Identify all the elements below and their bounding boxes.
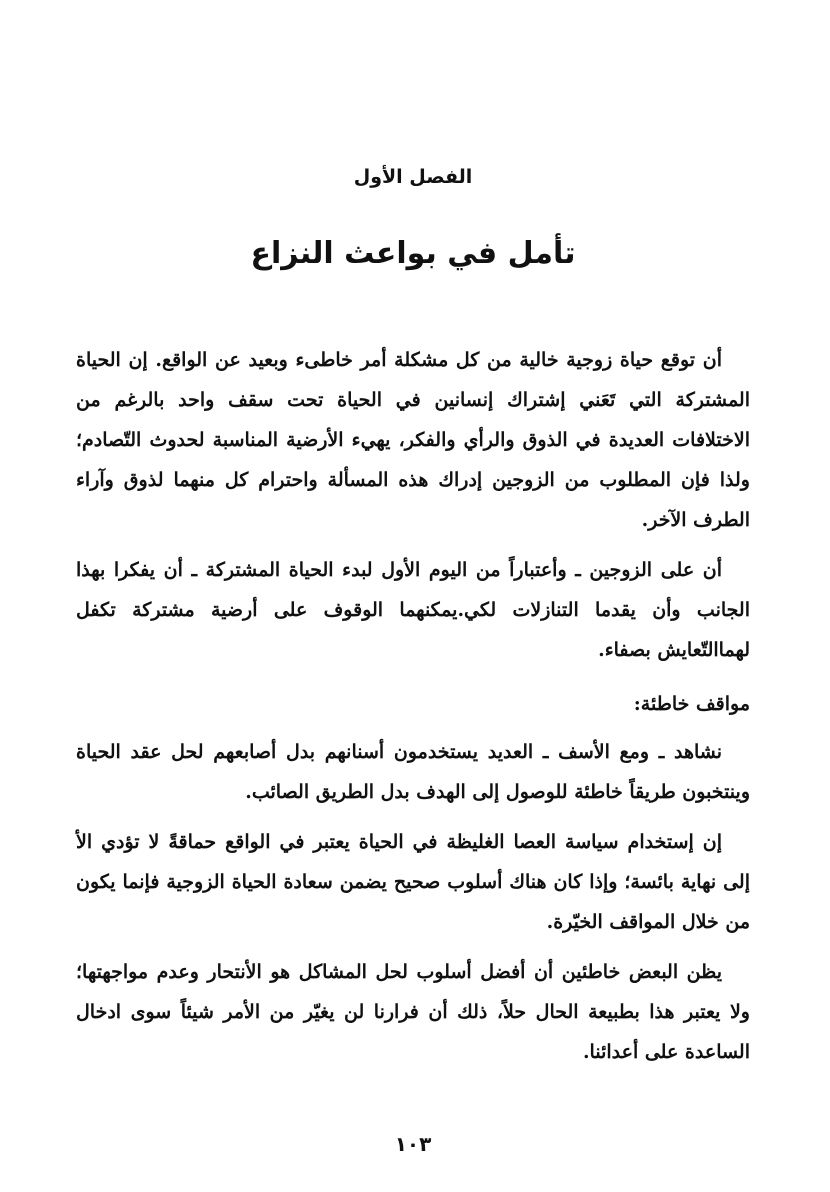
page-body xyxy=(76,340,750,1082)
page-number: ١٠٣ xyxy=(394,1132,432,1156)
paragraph-2: أن على الزوجين ـ وأعتباراً من اليوم الأول لبدء الحياة المشتركة ـ أن يفكرا بهذا الجانب وأن يقدما التنازلات لكي.يمكنهما الوقوف على أرضية مشتركة تكفل لهماالتّعايش بصفاء. xyxy=(76,559,750,661)
book-page xyxy=(76,0,750,1192)
chapter-title: تأمل في بواعث النزاع xyxy=(250,236,576,271)
paragraph-1: أن توقع حياة زوجية خالية من كل مشكلة أمر خاطىء وبعيد عن الواقع. إن الحياة المشتركة التي تَعَني إشتراك إنسانين في الحياة تحت سقف واحد بالرغم من الاختلافات العديدة في الذوق والرأي والفكر، يهيء الأرضية المناسبة لحدوث التّصادم؛ ولذا فإن المطلوب من الزوجين إدراك هذه المسألة واحترام كل منهما لذوق وآراء الطرف الآخر. xyxy=(76,349,750,531)
paragraph-5: يظن البعض خاطئين أن أفضل أسلوب لحل المشاكل هو الأنتحار وعدم مواجهتها؛ ولا يعتبر هذا بطبيعة الحال حلاً، ذلك أن فرارنا لن يغيّر من الأمر شيئاً سوى ادخال الساعدة على أعدائنا. xyxy=(76,961,750,1063)
chapter-label: الفصل الأول xyxy=(353,166,473,188)
section-heading: مواقف خاطئة: xyxy=(633,693,750,715)
paragraph-4: إن إستخدام سياسة العصا الغليظة في الحياة يعتبر في الواقع حماقةً لا تؤدي الأ إلى نهاية بائسة؛ وإذا كان هناك أسلوب صحيح يضمن سعادة الحياة الزوجية فإنما يكون من خلال المواقف الخيّرة. xyxy=(76,831,750,933)
paragraph-3: نشاهد ـ ومع الأسف ـ العديد يستخدمون أسنانهم بدل أصابعهم لحل عقد الحياة وينتخبون طريقاً خاطئة للوصول إلى الهدف بدل الطريق الصائب. xyxy=(76,741,750,803)
